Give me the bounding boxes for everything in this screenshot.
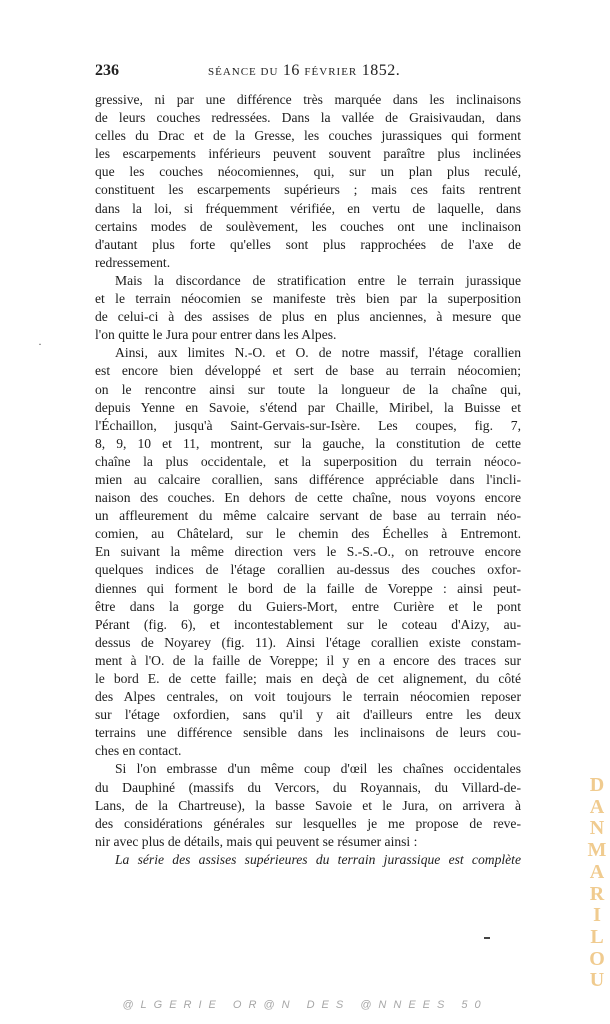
text-line: terrains une différence sensible dans les inclinaisons de leurs cou- [95, 725, 521, 741]
text-line: et le terrain néocomien se manifeste très bien par la superposition [95, 291, 521, 307]
text-line: le bord E. de cette faille; mais en deçà de cet alignement, du côté [95, 671, 521, 686]
footer-watermark: @LGERIE OR@N DES @NNEES 50 [122, 999, 488, 1011]
text-line: depuis Yenne en Savoie, s'étend par Chaille, Miribel, la Buisse et [95, 399, 521, 415]
page-number: 236 [95, 62, 119, 79]
text-line: La série des assises supérieures du terrain jurassique est complète [115, 851, 521, 867]
text-line: Mais la discordance de stratification entre le terrain jurassique [115, 272, 521, 288]
side-watermark-letter: A [589, 795, 605, 818]
page-speck [484, 937, 490, 939]
body-text [95, 91, 521, 869]
margin-mark: · [38, 337, 42, 351]
text-line: celles du Drac et de la Gresse, les couches jurassiques qui forment [95, 128, 521, 144]
text-line: un affleurement du même calcaire servant de base au terrain néo- [95, 508, 521, 524]
text-line: naison des couches. En dehors de cette chaîne, nous voyons encore [95, 490, 521, 506]
running-head-month: FÉVRIER [304, 66, 358, 78]
side-watermark-letter: A [589, 860, 605, 883]
side-watermark-letter: U [589, 969, 605, 992]
text-line: dans la loi, si fréquemment vérifiée, en vertu de laquelle, dans [95, 200, 521, 216]
text-line: nir avec plus de détails, mais qui peuvent se résumer ainsi : [95, 833, 418, 849]
running-head-year: 1852. [361, 62, 401, 79]
side-watermark [585, 775, 609, 992]
text-line: Ainsi, aux limites N.-O. et O. de notre massif, l'étage corallien [115, 345, 521, 361]
text-line: mien au calcaire corallien, sans différence appréciable dans l'incli- [95, 471, 521, 487]
side-watermark-letter: M [587, 839, 607, 862]
side-watermark-letter: N [589, 817, 605, 840]
text-line: chaîne la plus occidentale, et la superposition du terrain néoco- [95, 453, 521, 469]
side-watermark-letter: O [589, 947, 605, 970]
text-line: dessus de Noyarey (fig. 11). Ainsi l'étage corallien existe constam- [95, 634, 521, 650]
text-line: quelques indices de l'étage corallien au-dessus des couches oxfor- [95, 562, 521, 578]
text-line: comien, au Châtelard, sur le chemin des Échelles à Entremont. [95, 526, 521, 542]
text-line: l'Échaillon, jusqu'à Saint-Gervais-sur-Isère. Les coupes, fig. 7, [95, 417, 521, 433]
side-watermark-letter: R [589, 882, 605, 905]
side-watermark-letter: D [589, 774, 605, 796]
text-line: de celui-ci à des assises de plus en plus anciennes, à mesure que [95, 309, 521, 325]
side-watermark-letter: I [593, 904, 601, 927]
text-line: être dans la gorge du Guiers-Mort, entre Curière et le pont [95, 598, 521, 614]
text-line: 8, 9, 10 et 11, montrent, sur la gauche, la constitution de cette [95, 435, 521, 451]
text-line: est encore bien développé et sert de base au terrain néocomien; [95, 363, 521, 379]
text-line: Lans, de la Chartreuse), la basse Savoie et le Jura, on arrivera à [95, 797, 521, 813]
text-line: de leurs couches redressées. Dans la vallée de Graisivaudan, dans [95, 110, 521, 126]
text-line: certains modes de soulèvement, les couches ont une inclinaison [95, 218, 521, 234]
text-line: des Alpes centrales, on voit toujours le terrain néocomien reposer [95, 689, 521, 705]
text-line: diennes qui forment le bord de la faille de Voreppe : ainsi peut- [95, 580, 521, 596]
text-line: que les couches néocomiennes, qui, sur un plan plus reculé, [95, 164, 521, 180]
running-header [95, 62, 521, 84]
text-line: redressement. [95, 254, 171, 270]
running-head-day: 16 [282, 62, 300, 79]
side-watermark-letter: L [590, 925, 604, 948]
text-line: sur l'étage oxfordien, sans qu'il y ait d'ailleurs entre les deux [95, 707, 521, 723]
text-line: Pérant (fig. 6), et incontestablement sur le coteau d'Aizy, au- [95, 616, 521, 632]
text-line: on le rencontre ainsi sur toute la longueur de la chaîne qui, [95, 381, 521, 397]
text-line: les escarpements inférieurs peuvent souvent paraître plus inclinées [95, 146, 521, 162]
text-line: d'autant plus forte qu'elles sont plus rapprochées de l'axe de [95, 236, 521, 252]
text-line: En suivant la même direction vers le S.-S.-O., on retrouve encore [95, 544, 521, 560]
text-line: du Dauphiné (massifs du Vercors, du Royannais, du Villard-de- [95, 779, 521, 795]
text-line: gressive, ni par une différence très marquée dans les inclinaisons [95, 92, 521, 107]
text-line: des considérations générales sur lesquelles je me propose de reve- [95, 815, 521, 831]
text-line: constituent les escarpements supérieurs ; mais ces faits rentrent [95, 182, 521, 198]
text-line: Si l'on embrasse d'un même coup d'œil les chaînes occidentales [115, 761, 521, 777]
text-line: ment à l'O. de la faille de Voreppe; il y en a encore des traces sur [95, 652, 521, 668]
running-head [208, 62, 400, 80]
running-head-prefix: SÉANCE DU [208, 66, 279, 78]
text-line: ches en contact. [95, 743, 182, 759]
text-line: l'on quitte le Jura pour entrer dans les Alpes. [95, 327, 337, 343]
